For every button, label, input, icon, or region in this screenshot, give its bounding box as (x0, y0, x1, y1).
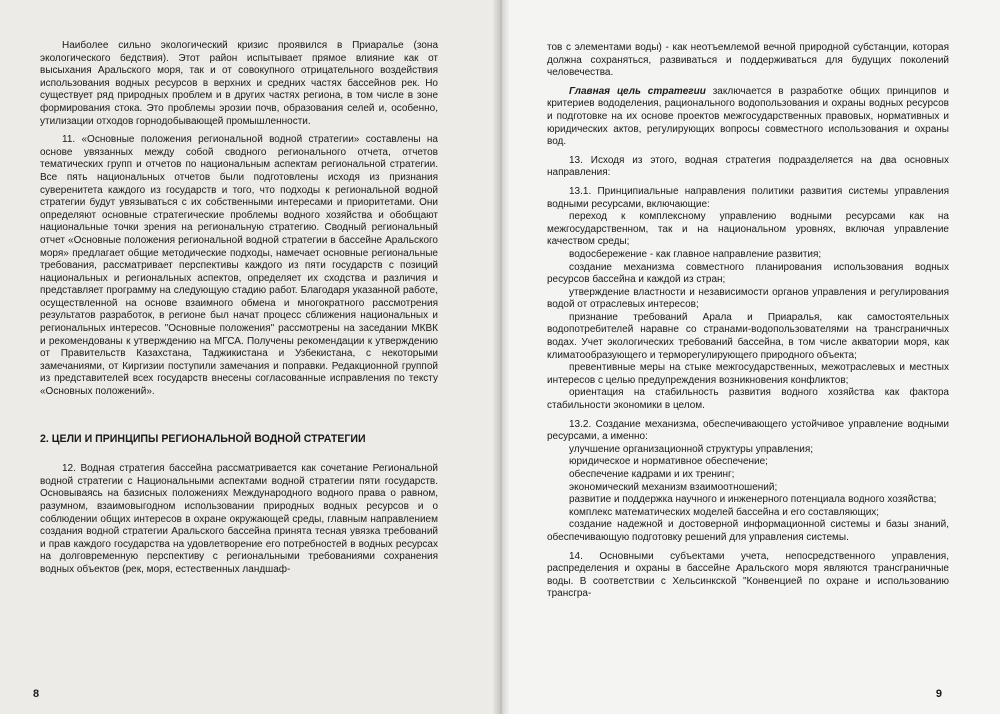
list-item: экономический механизм взаимоотношений; (569, 481, 778, 493)
page-number-right: 9 (935, 688, 942, 700)
paragraph-main-goal (547, 86, 949, 149)
right-page-text (547, 42, 949, 601)
paragraph-13-1: 13.1. Принципиальные направления политики развития системы управления водными ресурсами, включающие: (547, 185, 949, 210)
list-item: ориентация на стабильность развития водного хозяйства как фактора стабильности экономики в целом. (547, 387, 949, 412)
list-item: развитие и поддержка научного и инженерного потенциала водного хозяйства; (569, 494, 937, 506)
list-item: превентивные меры на стыке межгосударственных, межотраслевых и местных интересов с целью предупреждения возникновения конфликтов; (547, 362, 949, 386)
paragraph-ecological-crisis: Наиболее сильно экологический кризис проявился в Приаралье (зона экологического бедствия). Этот район испытывает прямое влияние как от высыхания Аральского моря, так и от совокупного отрицательного воздействия использования водных ресурсов в верхних и средних частях бассейнов рек. Но существует ряд природных проблем и в других частях региона, в том числе в зоне формирования стока. Это проблемы эрозии почв, образования селей и, особенно, утилизации отходов горнодобывающей промышленности. (40, 40, 438, 127)
list-item: улучшение организационной структуры управления; (569, 443, 814, 455)
paragraph-14: 14. Основными субъектами учета, непосредственного управления, распределения и охраны в бассейне Аральского моря являются трансграничные воды. В соответствии с Хельсинкской "Конвенцией по охране и использованию трансгра- (547, 550, 949, 600)
list-item: переход к комплексному управлению водными ресурсами как на межгосударственном, так и на национальном уровнях, включая управление качеством среды; (547, 211, 949, 248)
list-item: водосбережение - как главное направление развития; (569, 248, 822, 260)
book-spine-gutter (493, 0, 509, 714)
list-13-2 (547, 444, 949, 545)
paragraph-continuation: тов с элементами воды) - как неотъемлемой вечной природной субстанции, которая должна сохраняться, развиваться и поддерживаться для будущих поколений человечества. (547, 42, 949, 79)
page-number-left: 8 (33, 688, 40, 700)
list-item: создание механизма совместного планирования использования водных ресурсов бассейна и каждой из стран; (547, 261, 949, 286)
list-item: комплекс математических моделей бассейна и его составляющих; (569, 506, 880, 518)
main-goal-text: заключается в разработке общих принципов и критериев вододеления, рационального водопользования и охраны водных ресурсов и подготовке на их основе проектов межгосударственных правовых, нормативных и юридических актов, регулирующих вопросы совместного использования и охраны вод. (547, 85, 949, 148)
list-item: утверждение властности и независимости органов управления и регулирования водой от отраслевых интересов; (547, 286, 949, 311)
list-item: обеспечение кадрами и их тренинг; (569, 469, 735, 480)
main-goal-lead: Главная цель стратегии (569, 85, 706, 97)
paragraph-13-2: 13.2. Создание механизма, обеспечивающего устойчивое управление водными ресурсами, а именно: (547, 418, 949, 443)
list-item: юридическое и нормативное обеспечение; (569, 456, 768, 468)
section-heading: 2. ЦЕЛИ И ПРИНЦИПЫ РЕГИОНАЛЬНОЙ ВОДНОЙ СТРАТЕГИИ (40, 432, 366, 445)
paragraph-11: 11. «Основные положения региональной водной стратегии» составлены на основе увязанных между собой сводного регионального отчета, отчетов тематических групп и отчетов по национальным аспектам региональной стратегии. Все пять национальных отчетов были подготовлены исходя из признания суверенитета каждого из государств и того, что подходы к региональной водной стратегии будут увязываться с их собственными интересами и приоритетами. Они определяют основные стратегические проблемы водного хозяйства и обобщают национальные точки зрения на региональную стратегию. Сводный региональный отчет «Основные положения региональной водной стратегии в бассейне Аральского моря» предлагает общие методические подходы, намечает основные региональные требования, рассматривает перспективы каждого из пяти государств с позиций национальных и региональных аспектов, определяет их сходства и различия и представляет программу на следующую стадию работ. Благодаря указанной работе, осуществленной на основе взаимного обмена и многократного рассмотрения результатов разработок, в регионе был начат процесс сближения национальных и региональных интересов. "Основные положения" рассмотрены на заседании МКВК и рекомендованы к утверждению на МГСА. Получены рекомендации к утверждению от Правительств Казахстана, Таджикистана и Узбекистана, с некоторыми замечаниями, от Киргизии поступили замечания и поправки. Редакционной группой из представителей всех государств внесены согласованные исправления по тексту «Основных положений». (40, 134, 438, 398)
left-page-text (40, 40, 438, 577)
list-item: признание требований Арала и Приаралья, как самостоятельных водопотребителей наравне со странами-водопользователями на трансграничных водах. Учет экологических требований бассейна, в том числе акватории моря, как климатообразующего и терморегулирующего природного объекта; (547, 311, 949, 361)
paragraph-13: 13. Исходя из этого, водная стратегия подразделяется на два основных направления: (547, 154, 949, 179)
paragraph-12: 12. Водная стратегия бассейна рассматривается как сочетание Региональной водной стратегии с Национальными аспектами водной стратегии пяти государств. Основываясь на базисных положениях Международного водного права о равном, разумном, взаимовыгодном использовании природных водных ресурсов и о соблюдении общих интересов в охране окружающей среды, главным направлением создания водной стратегии Аральского бассейна принята тесная увязка требований и прав каждого государства на удовлетворение его потребностей в водных ресурсах на долговременную перспективу с региональными требованиями сохранения водных объектов (рек, моря, естественных ландшаф- (40, 463, 438, 575)
list-13-1 (547, 211, 949, 413)
right-page (500, 0, 1000, 714)
list-item: создание надежной и достоверной информационной системы и базы знаний, обеспечивающую подготовку решений для управления системы. (547, 519, 949, 543)
